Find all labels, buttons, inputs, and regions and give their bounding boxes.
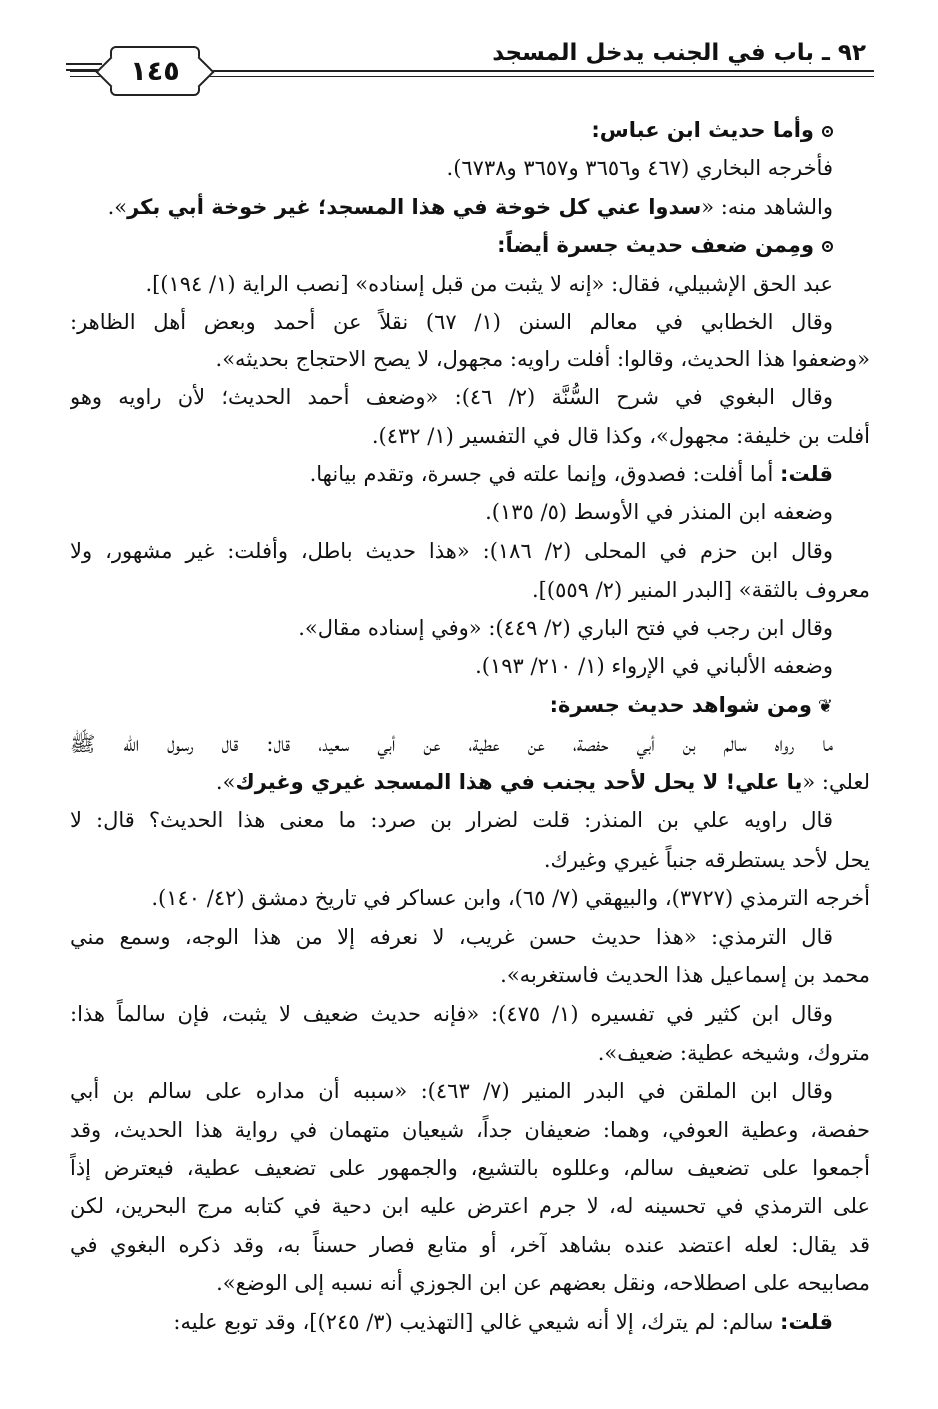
text-line-14: وقال ابن رجب في فتح الباري (٢/ ٤٤٩): «وفي إسناده مقال».: [298, 616, 833, 640]
text-line-18: لعلي: «يا علي! لا يحل لأحد يجنب في هذا المسجد غيري وغيرك».: [215, 770, 870, 794]
text-line-6: وقال الخطابي في معالم السنن (١/ ٦٧) نقلاً عن أحمد وبعض أهل الظاهر:: [70, 310, 833, 334]
text-line-20: يحل لأحد يستطرقه جنباً غيري وغيرك.: [543, 848, 870, 872]
page-number: ١٤٥: [130, 55, 180, 87]
text-line-26: وقال ابن الملقن في البدر المنير (٧/ ٤٦٣): «سببه أن مداره على سالم بن أبي: [70, 1079, 833, 1103]
text-line-22: قال الترمذي: «هذا حديث حسن غريب، لا نعرفه إلا من هذا الوجه، وسمع مني: [70, 925, 833, 949]
text-line-32: قلت: سالم: لم يترك، إلا أنه شيعي غالي [التهذيب (٣/ ٢٤٥)]، وقد توبع عليه:: [173, 1310, 833, 1334]
text-line-7: «وضعفوا هذا الحديث، وقالوا: أفلت راويه: مجهول، لا يصح الاحتجاج بحديثه».: [215, 347, 870, 371]
text-line-1: وأما حديث ابن عباس:: [591, 114, 833, 146]
text-line-21: أخرجه الترمذي (٣٧٢٧)، والبيهقي (٧/ ٦٥)، وابن عساكر في تاريخ دمشق (٤٢/ ١٤٠).: [151, 886, 870, 910]
text-line-16: ❦ومن شواهد حديث جسرة:: [550, 689, 833, 721]
text-line-28: أجمعوا على تضعيف سالم، وعللوه بالتشيع، والجمهور على تضعيف عطية، فيعترض إذاً: [70, 1156, 870, 1180]
text-line-2: فأخرجه البخاري (٤٦٧ و٣٦٥٦ و٣٦٥٧ و٦٧٣٨).: [446, 156, 833, 180]
text-line-24: وقال ابن كثير في تفسيره (١/ ٤٧٥): «فإنه حديث ضعيف لا يثبت، فإن سالماً هذا:: [70, 1002, 833, 1026]
text-line-9: أفلت بن خليفة: مجهول»، وكذا قال في التفسير (١/ ٤٣٢).: [371, 424, 870, 448]
text-line-11: وضعفه ابن المنذر في الأوسط (٥/ ١٣٥).: [485, 500, 833, 524]
text-line-19: قال راويه علي بن المنذر: قلت لضرار بن صرد: ما معنى هذا الحديث؟ قال: لا: [70, 808, 833, 832]
text-line-13: معروف بالثقة» [البدر المنير (٢/ ٥٥٩)].: [532, 578, 870, 602]
leaf-ornament-icon: ❦: [817, 696, 833, 717]
text-line-29: على الترمذي في تحسينه له، لا جرم اعترض عليه ابن دحية في كتابه مرج البحرين، لكن: [70, 1194, 870, 1218]
text-line-10: قلت: أما أفلت: فصدوق، وإنما علته في جسرة، وتقدم بيانها.: [309, 462, 833, 486]
text-line-5: عبد الحق الإشبيلي، فقال: «إنه لا يثبت من قبل إسناده» [نصب الراية (١/ ١٩٤)].: [145, 272, 833, 296]
text-line-12: وقال ابن حزم في المحلى (٢/ ١٨٦): «هذا حديث باطل، وأفلت: غير مشهور، ولا: [70, 539, 833, 563]
chapter-title: ٩٢ ـ باب في الجنب يدخل المسجد: [492, 40, 866, 66]
text-line-8: وقال البغوي في شرح السُّنَّة (٢/ ٤٦): «وضعف أحمد الحديث؛ لأن راويه وهو: [70, 385, 833, 409]
text-line-4: ومِمن ضعف حديث جسرة أيضاً:: [497, 229, 833, 261]
text-line-23: محمد بن إسماعيل هذا الحديث فاستغربه».: [500, 963, 870, 987]
text-line-27: حفصة، وعطية العوفي، وهما: ضعيفان جداً، شيعيان متهمان في رواية هذا الحديث، وقد: [70, 1118, 870, 1142]
text-line-30: قد يقال: لعله اعتضد عنده بشاهد آخر، أو متابع فصار حسناً به، وقد ذكره البغوي في: [70, 1233, 870, 1257]
text-line-17: ما رواه سالم بن أبي حفصة، عن عطية، عن أبي سعيد، قال: قال رسول الله ﷺ: [70, 732, 833, 756]
circle-bullet-icon: [822, 241, 833, 252]
text-line-3: والشاهد منه: «سدوا عني كل خوخة في هذا المسجد؛ غير خوخة أبي بكر».: [107, 195, 833, 219]
text-line-31: مصابيحه على اصطلاحه، ونقل بعضهم عن ابن الجوزي أنه نسبه إلى الوضع».: [216, 1271, 870, 1295]
page-number-badge: [110, 46, 200, 96]
text-line-25: متروك، وشيخه عطية: ضعيف».: [597, 1041, 870, 1065]
circle-bullet-icon: [822, 126, 833, 137]
text-line-15: وضعفه الألباني في الإرواء (١/ ٢١٠/ ١٩٣).: [475, 654, 833, 678]
